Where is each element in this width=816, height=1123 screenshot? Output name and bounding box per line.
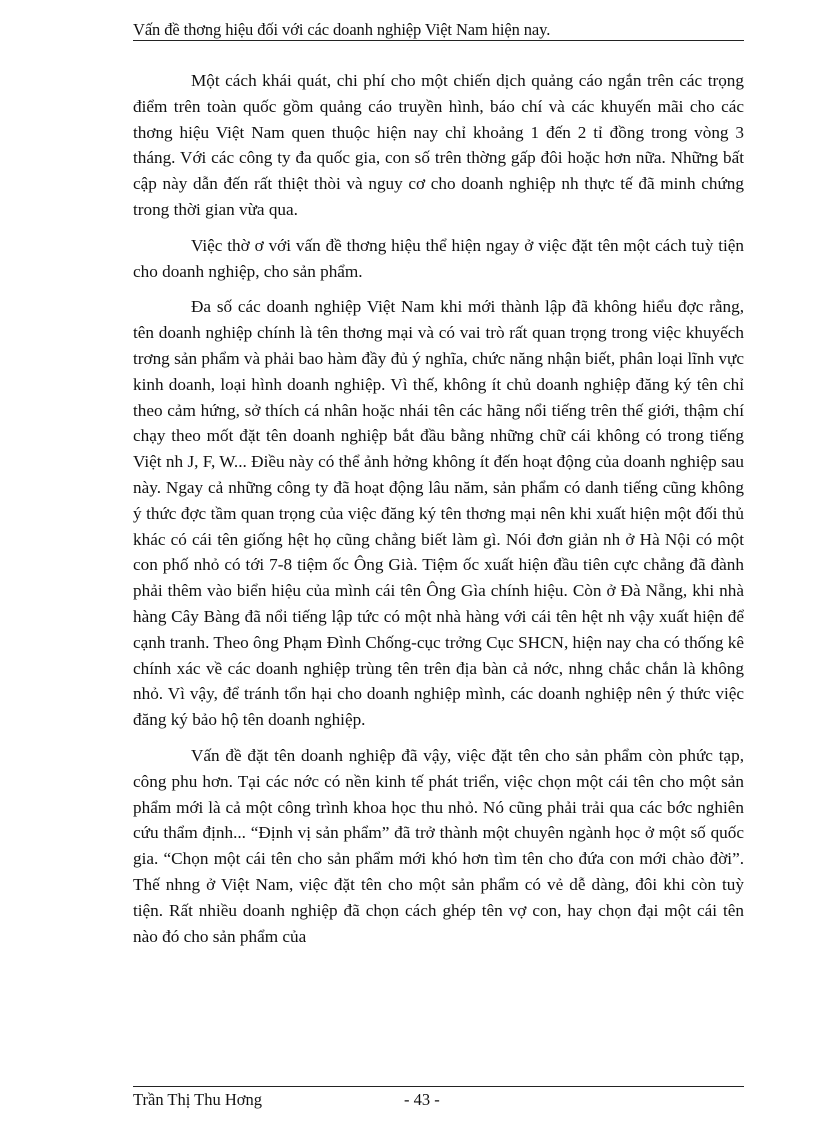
page-header <box>133 20 744 41</box>
paragraph-3: Đa số các doanh nghiệp Việt Nam khi mới thành lập đã không hiểu đợc rằng, tên doanh nghiệp chính là tên thơng mại và có vai trò rất quan trọng trong việc khuyếch trơng sản phẩm và phải bao hàm đầy đủ ý nghĩa, chức năng nhận biết, phân loại lĩnh vực kinh doanh, loại hình doanh nghiệp. Vì thế, không ít chủ doanh nghiệp đăng ký tên chỉ theo cảm hứng, sở thích cá nhân hoặc nhái tên các hãng nổi tiếng trên thế giới, thậm chí chạy theo mốt đặt tên doanh nghiệp bắt đầu bằng những chữ cái không có trong tiếng Việt nh J, F, W... Điều này có thể ảnh hởng không ít đến hoạt động của doanh nghiệp sau này. Ngay cả những công ty đã hoạt động lâu năm, sản phẩm có danh tiếng cũng không ý thức đợc tầm quan trọng của việc đăng ký tên thơng mại nên khi xuất hiện một đối thủ khác có cái tên giống hệt họ cũng chẳng biết làm gì. Nói đơn giản nh ở Hà Nội có một con phố nhỏ có tới 7-8 tiệm ốc Ông Già. Tiệm ốc xuất hiện đầu tiên cực chẳng đã đành phải thêm vào biển hiệu của mình cái tên Ông Gìa chính hiệu. Còn ở Đà Nẵng, khi nhà hàng Cây Bàng đã nổi tiếng lập tức có một nhà hàng với cái tên hệt nh vậy xuất hiện để cạnh tranh. Theo ông Phạm Đình Chống-cục trởng Cục SHCN, hiện nay cha có thống kê chính xác về các doanh nghiệp trùng tên trên địa bàn cả nớc, nhng chắc chắn là không nhỏ. Vì vậy, để tránh tổn hại cho doanh nghiệp mình, các doanh nghiệp nên ý thức việc đăng ký bảo hộ tên doanh nghiệp. <box>133 297 744 730</box>
document-body <box>133 68 744 949</box>
paragraph-1: Một cách khái quát, chi phí cho một chiến dịch quảng cáo ngắn trên các trọng điểm trên toàn quốc gồm quảng cáo truyền hình, báo chí và các khuyến mãi cho các thơng hiệu Việt Nam quen thuộc hiện nay chỉ khoảng 1 đến 2 tỉ đồng trong vòng 3 tháng. Với các công ty đa quốc gia, con số trên thờng gấp đôi hoặc hơn nữa. Những bất cập này dẫn đến rất thiệt thòi và nguy cơ cho doanh nghiệp nh thực tế đã minh chứng trong thời gian vừa qua. <box>133 71 744 219</box>
footer-author: Trần Thị Thu Hơng <box>133 1090 262 1109</box>
paragraph-4: Vấn đề đặt tên doanh nghiệp đã vậy, việc đặt tên cho sản phẩm còn phức tạp, công phu hơn. Tại các nớc có nền kinh tế phát triển, việc chọn một cái tên cho một sản phẩm mới là cả một công trình khoa học thu nhỏ. Nó cũng phải trải qua các bớc nghiên cứu thẩm định... “Định vị sản phẩm” đã trở thành một chuyên ngành học ở một số quốc gia. “Chọn một cái tên cho sản phẩm mới khó hơn tìm tên cho đứa con mới chào đời”. Thế nhng ở Việt Nam, việc đặt tên cho một sản phẩm có vẻ dễ dàng, đôi khi còn tuỳ tiện. Rất nhiều doanh nghiệp đã chọn cách ghép tên vợ con, hay chọn đại một cái tên nào đó cho sản phẩm của <box>133 745 744 946</box>
page-footer <box>133 1086 744 1109</box>
paragraph-2: Việc thờ ơ với vấn đề thơng hiệu thể hiện ngay ở việc đặt tên một cách tuỳ tiện cho doanh nghiệp, cho sản phẩm. <box>133 235 744 281</box>
page-number: - 43 - <box>404 1090 440 1109</box>
header-title: Vấn đề thơng hiệu đối với các doanh nghiệp Việt Nam hiện nay. <box>133 20 551 39</box>
